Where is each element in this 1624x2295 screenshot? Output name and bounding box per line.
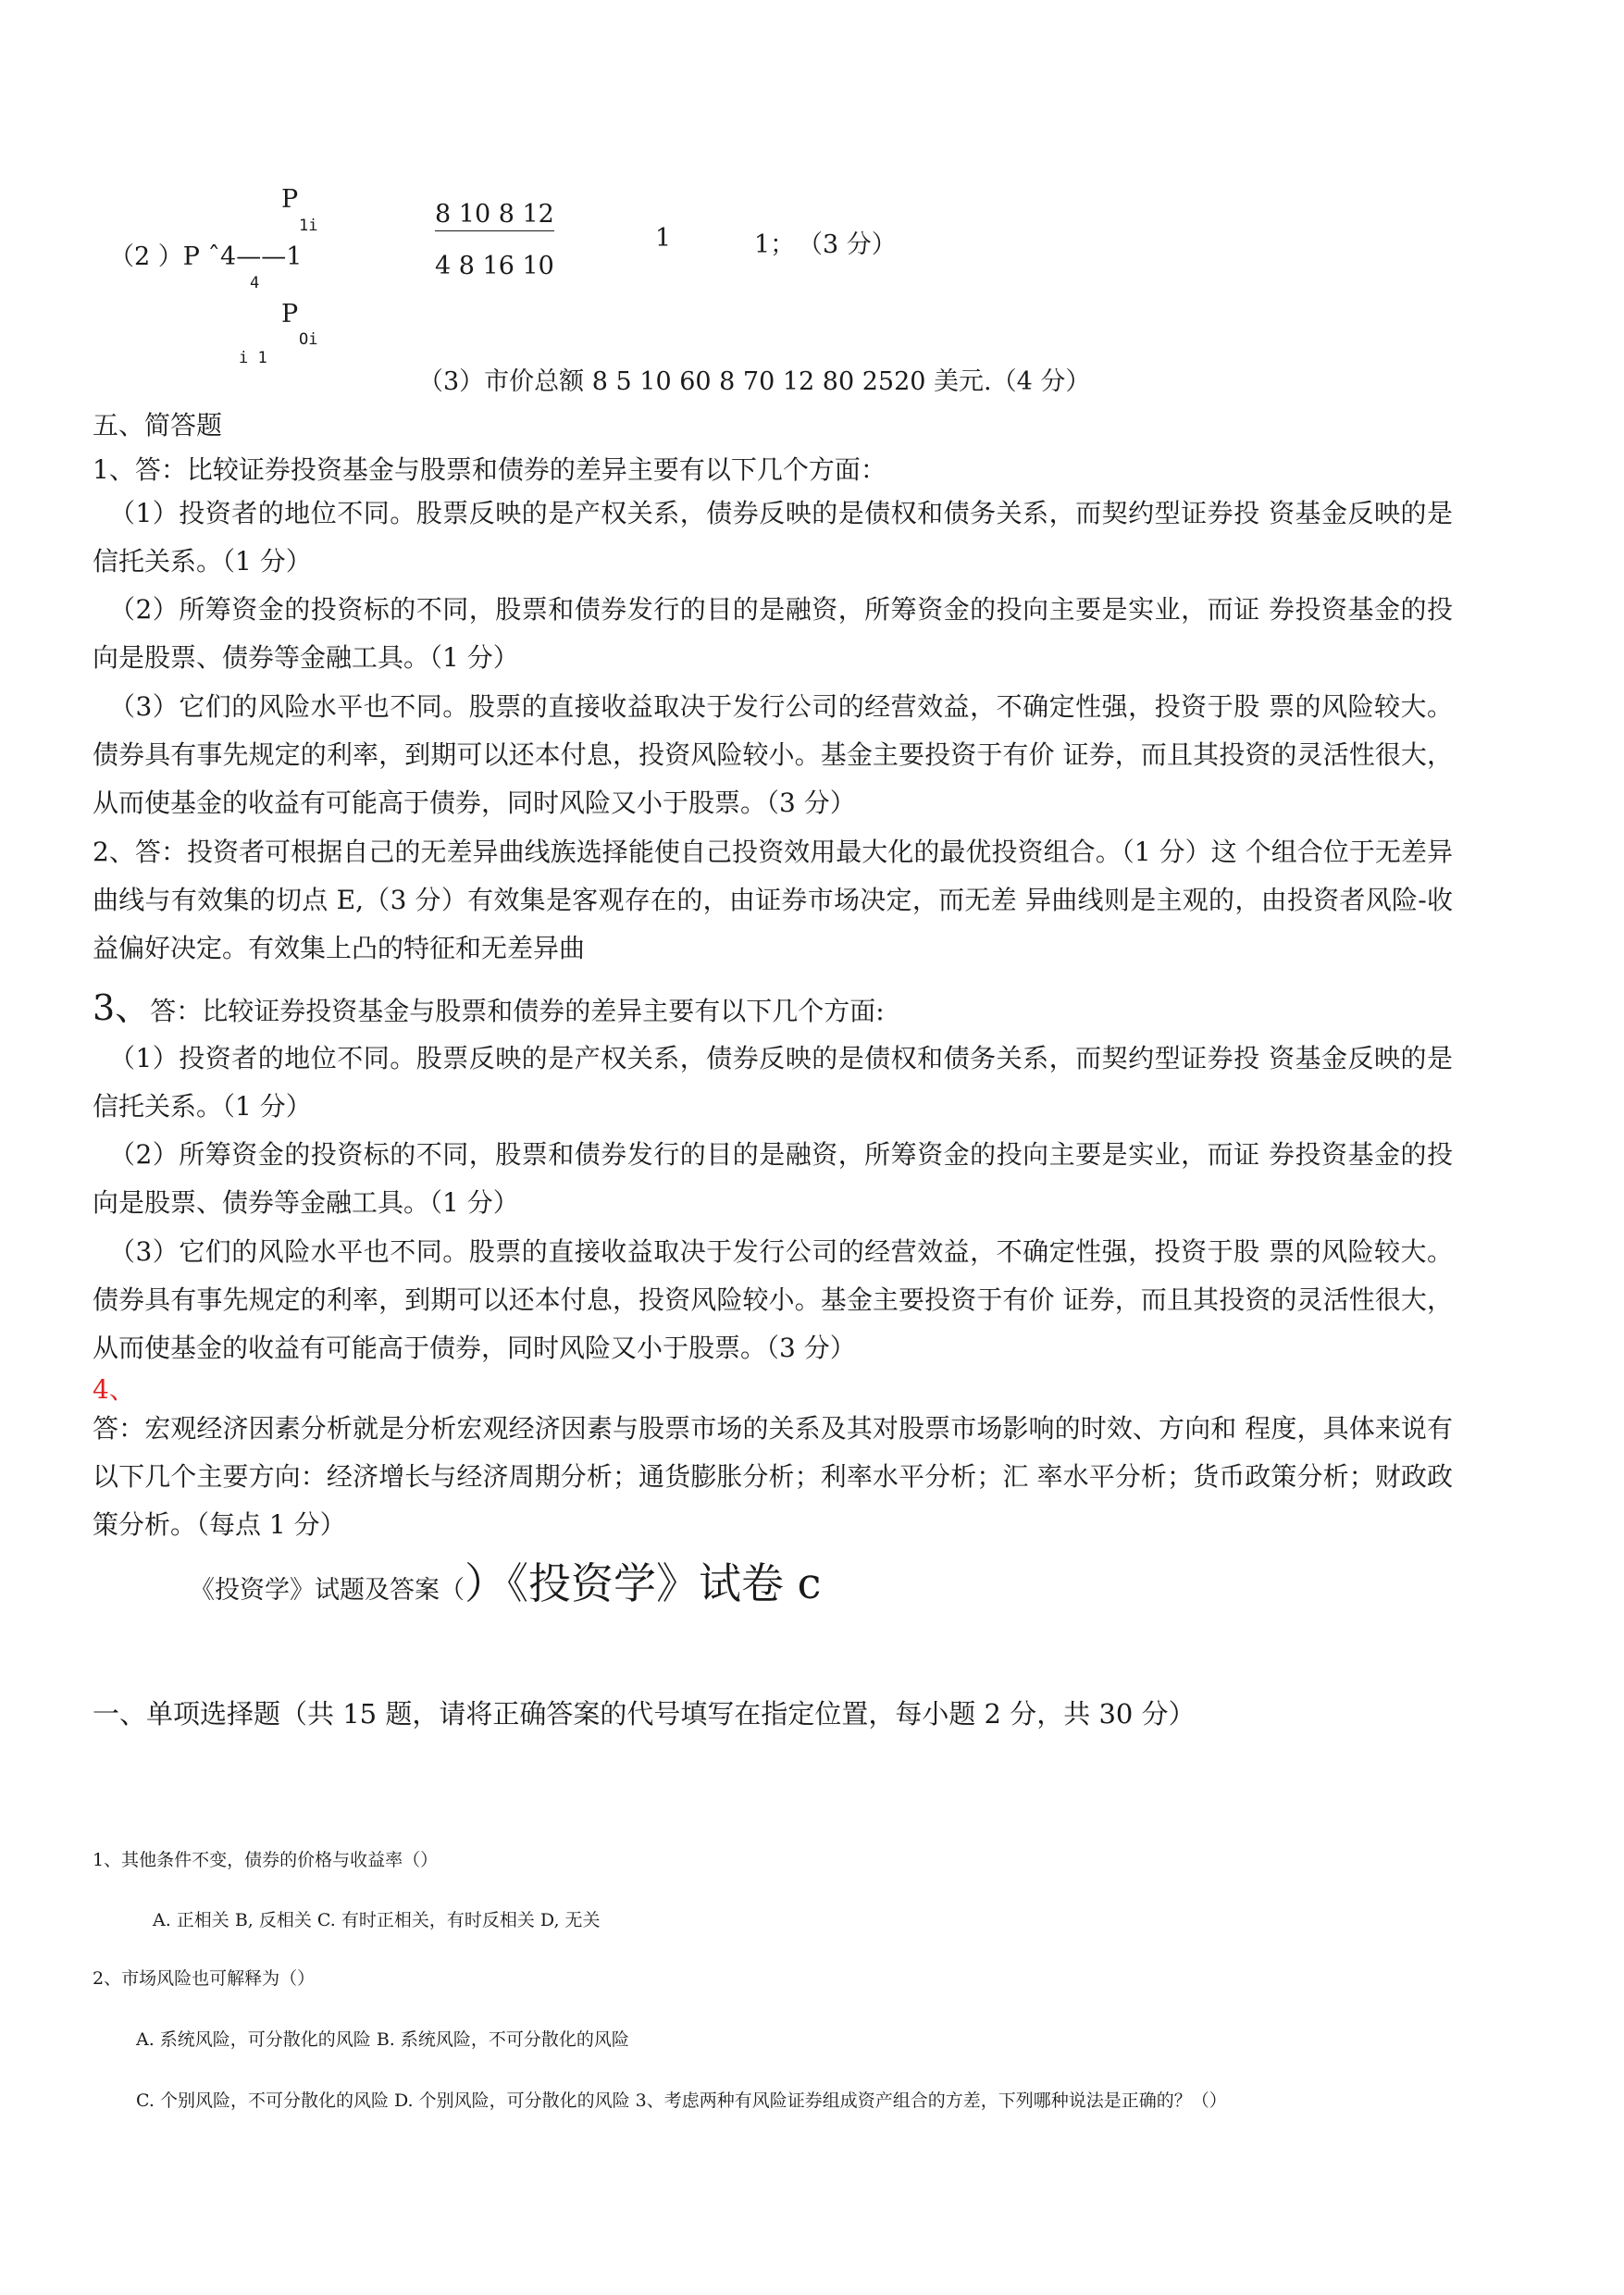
formula-lower-4: 4 — [250, 274, 260, 292]
question2: 2、市场风险也可解释为（） — [93, 1968, 316, 1989]
question2-options-a: A. 系统风险，可分散化的风险 B. 系统风险，不可分散化的风险 — [136, 2029, 629, 2050]
answer3-point1: （1）投资者的地位不同。股票反映的是产权关系，债券反映的是债权和债务关系，而契约型证券投 资基金反映的是信托关系。（1 分） — [93, 1043, 1453, 1122]
formula-score: （3 分） — [798, 230, 897, 259]
exam-title-small: 《投资学》试题及答案（ — [190, 1576, 465, 1605]
answer3-heading — [93, 979, 885, 1030]
answer1-intro: 1、答：比较证券投资基金与股票和债券的差异主要有以下几个方面： — [93, 454, 886, 485]
answer3-point3: （3）它们的风险水平也不同。股票的直接收益取决于发行公司的经营效益，不确定性强，投资于股 票的风险较大。债券具有事先规定的利率，到期可以还本付息，投资风险较小。基金主要投资于有价 证券，而且其投资的灵活性很大，从而使基金的收益有可能高于债券，同时风险又小于股票。（3 分） — [93, 1236, 1453, 1363]
formula-i1: i 1 — [239, 349, 267, 367]
formula-one-b: 1； — [754, 230, 796, 259]
answer3-intro: 答：比较证券投资基金与股票和债券的差异主要有以下几个方面: — [150, 996, 885, 1026]
answer1-point2: （2）所筹资金的投资标的不同，股票和债券发行的目的是融资，所筹资金的投向主要是实业，而证 券投资基金的投向是股票、债券等金融工具。（1 分） — [93, 594, 1453, 673]
answer1-point1: （1）投资者的地位不同。股票反映的是产权关系，债券反映的是债权和债务关系，而契约型证券投 资基金反映的是信托关系。（1 分） — [93, 498, 1453, 577]
answer1-point3: （3）它们的风险水平也不同。股票的直接收益取决于发行公司的经营效益，不确定性强，投资于股 票的风险较大。债券具有事先规定的利率，到期可以还本付息，投资风险较小。基金主要投资于有价 证券，而且其投资的灵活性很大，从而使基金的收益有可能高于债券，同时风险又小于股票。（3 分） — [93, 691, 1453, 818]
answer2: 2、答：投资者可根据自己的无差异曲线族选择能使自己投资效用最大化的最优投资组合。（1 分）这 个组合位于无差异曲线与有效集的切点 E,（3 分）有效集是客观存在的，由证券市场决定，而无差 异曲线则是主观的，由投资者风险-收益偏好决定。有效集上凸的特征和无差异曲 — [93, 837, 1453, 963]
formula-one-a: 1 — [655, 224, 672, 253]
exam-title — [190, 1550, 821, 1611]
section5-title: 五、简答题 — [93, 410, 223, 440]
formula-numerators: 8 10 8 12 — [435, 200, 554, 231]
question1: 1、其他条件不变，债券的价格与收益率（） — [93, 1850, 439, 1870]
question1-options: A. 正相关 B, 反相关 C. 有时正相关，有时反相关 D, 无关 — [153, 1910, 601, 1930]
section1-heading: 一、单项选择题（共 15 题，请将正确答案的代号填写在指定位置，每小题 2 分，共 30 分） — [93, 1698, 1196, 1730]
formula-label: （2 ）P ˆ4——1 — [109, 242, 303, 271]
formula-p-top-sub: 1i — [299, 217, 318, 235]
exam-title-big: ）《投资学》试卷 c — [465, 1558, 822, 1608]
answer4-number: 4、 — [93, 1374, 135, 1405]
formula-p-bottom: P — [281, 300, 299, 329]
answer3-point2: （2）所筹资金的投资标的不同，股票和债券发行的目的是融资，所筹资金的投向主要是实业，而证 券投资基金的投向是股票、债券等金融工具。（1 分） — [93, 1139, 1453, 1218]
answer3-number: 3、 — [93, 987, 151, 1028]
formula-denominators: 4 8 16 10 — [435, 252, 554, 280]
question2-options-b: C. 个别风险，不可分散化的风险 D. 个别风险，可分散化的风险 3、考虑两种有风险证券组成资产组合的方差，下列哪种说法是正确的？（） — [136, 2090, 1227, 2111]
formula-p-top: P — [281, 185, 299, 214]
answer4: 答：宏观经济因素分析就是分析宏观经济因素与股票市场的关系及其对股票市场影响的时效、方向和 程度，具体来说有以下几个主要方向：经济增长与经济周期分析；通货膨胀分析；利率水平分析；汇 率水平分析；货币政策分析；财政政策分析。（每点 1 分） — [93, 1413, 1453, 1540]
formula-p-bottom-sub: Oi — [299, 330, 318, 349]
formula-part3: （3）市价总额 8 5 10 60 8 70 12 80 2520 美元.（4 分） — [418, 367, 1091, 396]
